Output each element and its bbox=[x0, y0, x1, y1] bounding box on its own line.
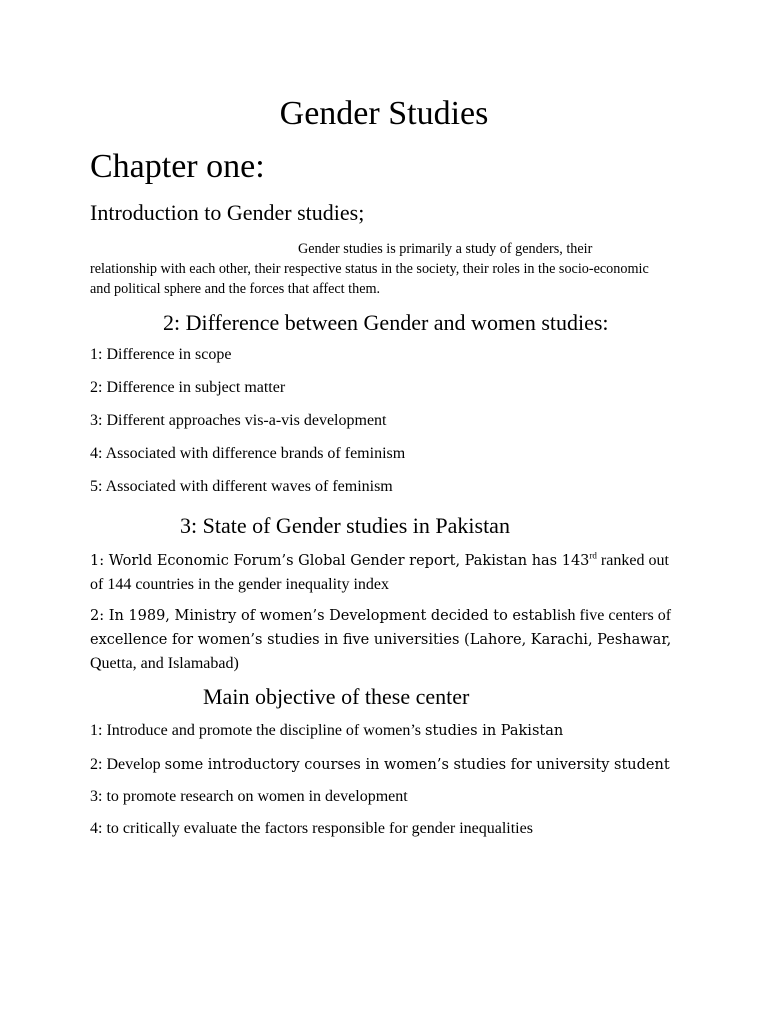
ordinal-superscript: rd bbox=[589, 550, 597, 561]
list-item: 4: Associated with difference brands of feminism bbox=[90, 445, 406, 462]
section-objectives-heading: Main objective of these center bbox=[203, 684, 470, 709]
point-2-suffix: Quetta, and Islamabad) bbox=[90, 655, 239, 672]
list-item bbox=[90, 820, 533, 838]
list-item: 5: Associated with different waves of feminism bbox=[90, 478, 393, 495]
objective-1-emphasis: studies in Pakistan bbox=[425, 723, 564, 739]
list-item bbox=[90, 756, 670, 774]
list-item: 3: Different approaches vis-a-vis development bbox=[90, 412, 387, 429]
objective-2-text: 2: Develop bbox=[90, 756, 165, 773]
pakistan-point-1 bbox=[90, 549, 680, 596]
list-item: 2: Difference in subject matter bbox=[90, 379, 286, 396]
intro-paragraph: Gender studies is primarily a study of genders, their relationship with each other, their respective status in the society, their roles in the socio-economic and political sphere and the forces that affect them. bbox=[90, 241, 649, 297]
list-item bbox=[90, 788, 408, 806]
intro-heading: Introduction to Gender studies; bbox=[90, 200, 365, 225]
pakistan-point-2 bbox=[90, 604, 680, 675]
section-difference-heading: 2: Difference between Gender and women studies: bbox=[163, 310, 609, 335]
chapter-heading: Chapter one: bbox=[90, 148, 265, 185]
list-item: 1: Difference in scope bbox=[90, 346, 232, 363]
list-item bbox=[90, 722, 563, 740]
objective-1-text: 1: Introduce and promote the discipline of women’s bbox=[90, 722, 426, 739]
document-title: Gender Studies bbox=[279, 95, 489, 132]
point-1-text: 1: World Economic Forum’s Global Gender report, Pakistan has 143 bbox=[90, 553, 590, 569]
point-2-emphasis: excellence for women’s studies in five universities (Lahore, Karachi, Peshawar, bbox=[90, 632, 672, 648]
section-pakistan-heading: 3: State of Gender studies in Pakistan bbox=[180, 513, 510, 538]
point-2-middle: ish five centers of bbox=[556, 607, 672, 624]
point-2-text: 2: In 1989, Ministry of women’s Development decided to establ bbox=[90, 608, 557, 624]
objective-2-emphasis: some introductory courses in women’s studies for university student bbox=[164, 757, 670, 773]
point-1-suffix: ranked out of 144 countries in the gender inequality index bbox=[90, 552, 669, 593]
objective-4-text: 4: to critically evaluate the factors responsible for gender inequalities bbox=[90, 820, 533, 837]
objective-3-text: 3: to promote research on women in development bbox=[90, 788, 408, 805]
